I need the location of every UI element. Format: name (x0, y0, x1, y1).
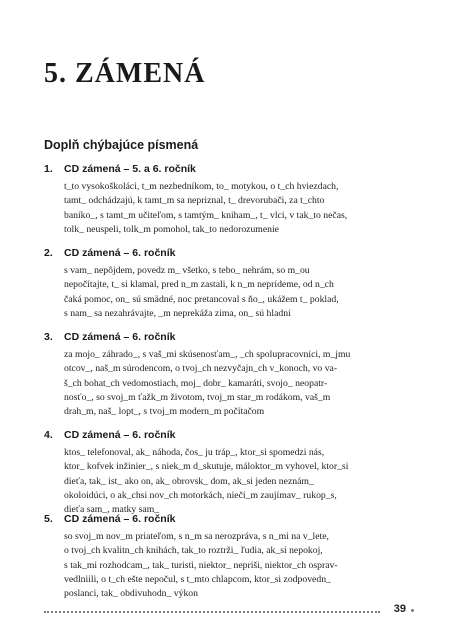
exercise-number: 1. (44, 163, 53, 175)
exercise-title: CD zámená – 6. ročník (64, 247, 176, 259)
text-line: dieťa, tak_ ist_ ako on, ak_ obrovsk_ dom, ak_si jeden neznám_ (64, 475, 314, 487)
chapter-title: 5. ZÁMENÁ (44, 58, 206, 89)
text-line: o tvoj_ch kvalitn_ch knihách, tak_to roztrži_ ľudia, ak_si nepokoj, (64, 545, 323, 557)
text-line: so svoj_m nov_m priateľom, s n_m sa nerozpráva, s n_mi na v_lete, (64, 531, 329, 542)
exercise-number: 3. (44, 331, 53, 343)
exercise-title: CD zámená – 6. ročník (64, 429, 176, 441)
text-line: nosťo_, so svoj_m ťažk_m životom, tvoj_m star_m rodákom, vaš_m (64, 391, 331, 403)
page-number: 39 (393, 603, 406, 615)
text-line: nepočítajte, t_ si klamal, pred n_m zastali, k n_m neprídeme, od n_ch (64, 279, 334, 291)
exercise-2 (44, 246, 414, 321)
exercise-text (64, 446, 414, 517)
dotted-rule (44, 611, 380, 613)
exercise-title: CD zámená – 6. ročník (64, 331, 176, 343)
exercise-4 (44, 428, 414, 517)
section-heading: Doplň chýbajúce písmená (44, 138, 199, 152)
text-line: tamt_ odchádzajú, k tamt_m sa nepriznal, t_ drevorubači, za t_chto (64, 195, 325, 207)
page-footer (44, 603, 414, 617)
exercise-header (44, 512, 414, 526)
text-line: okoloidúci, o ak_chsi nov_ch motorkách, niečí_m zaujímav_ rukop_s, (64, 489, 337, 501)
exercise-number: 2. (44, 247, 53, 259)
text-line: vedlniili, o t_ch ešte nepočul, s t_mto chlapcom, ktor_si zodpovedn_ (64, 573, 331, 585)
text-line: t_to vysokoškoláci, t_m nezbedníkom, to_ motykou, o t_ch hviezdach, (64, 181, 339, 192)
exercise-text (64, 348, 414, 419)
text-line: baníko_, s tamt_m učiteľom, s tamtým_ kniham_, t_ vlci, v tak_to nečas, (64, 209, 348, 221)
exercise-3 (44, 330, 414, 419)
text-line: tolk_ neuspeli, tolk_m pomohol, tak_to nedorozumenie (64, 223, 279, 235)
text-line: poslanci, tak_ obdivuhodn_ výkon (64, 588, 198, 600)
text-line: drah_m, naš_ lopt_, s tvoj_m modern_m počítačom (64, 406, 265, 418)
exercise-text (64, 264, 414, 321)
text-line: s vam_ nepôjdem, povedz m_ všetko, s tebo_ nehrám, so m_ou (64, 265, 310, 276)
text-line: čaká pomoc, on_ sú smädné, noc pretancoval s ňo_, ukážem t_ poklad, (64, 293, 339, 305)
text-line: s nam_ sa nezahrávajte, _m neprekáža zima, on_ sú hladní (64, 307, 291, 319)
exercise-number: 4. (44, 429, 53, 441)
text-line: otcov_, naš_m súrodencom, o tvoj_ch nezvyčajn_ch v_konoch, vo va- (64, 363, 338, 375)
exercise-header (44, 162, 414, 176)
text-line: za mojo_ záhrado_, s vaš_mi skúsenosťam_, _ch spolupracovníci, m_jmu (64, 349, 351, 360)
text-line: ktor_ kofvek inžinier_, s niek_m d_skutuje, máloktor_m vyhovel, ktor_si (64, 461, 349, 473)
exercise-header (44, 246, 414, 260)
text-line: š_ch bohat_ch vedomostiach, moj_ dobr_ kamaráti, svojo_ neopatr- (64, 377, 328, 389)
exercise-5 (44, 512, 414, 601)
exercise-header (44, 428, 414, 442)
exercise-1 (44, 162, 414, 237)
dot-ornament (411, 609, 414, 612)
exercise-header (44, 330, 414, 344)
exercise-text (64, 530, 414, 601)
exercise-text (64, 180, 414, 237)
text-line: ktos_ telefonoval, ak_ náhoda, čos_ ju tráp_, ktor_si spomedzi nás, (64, 447, 325, 458)
text-line: dieťa sam_, matky sam_ (64, 504, 160, 516)
exercise-title: CD zámená – 5. a 6. ročník (64, 163, 196, 175)
exercise-number: 5. (44, 513, 53, 525)
exercise-title: CD zámená – 6. ročník (64, 513, 176, 525)
text-line: s tak_mi rozhodcam_, tak_ turisti, niektor_ nepriši, niektor_ch osprav- (64, 559, 338, 571)
